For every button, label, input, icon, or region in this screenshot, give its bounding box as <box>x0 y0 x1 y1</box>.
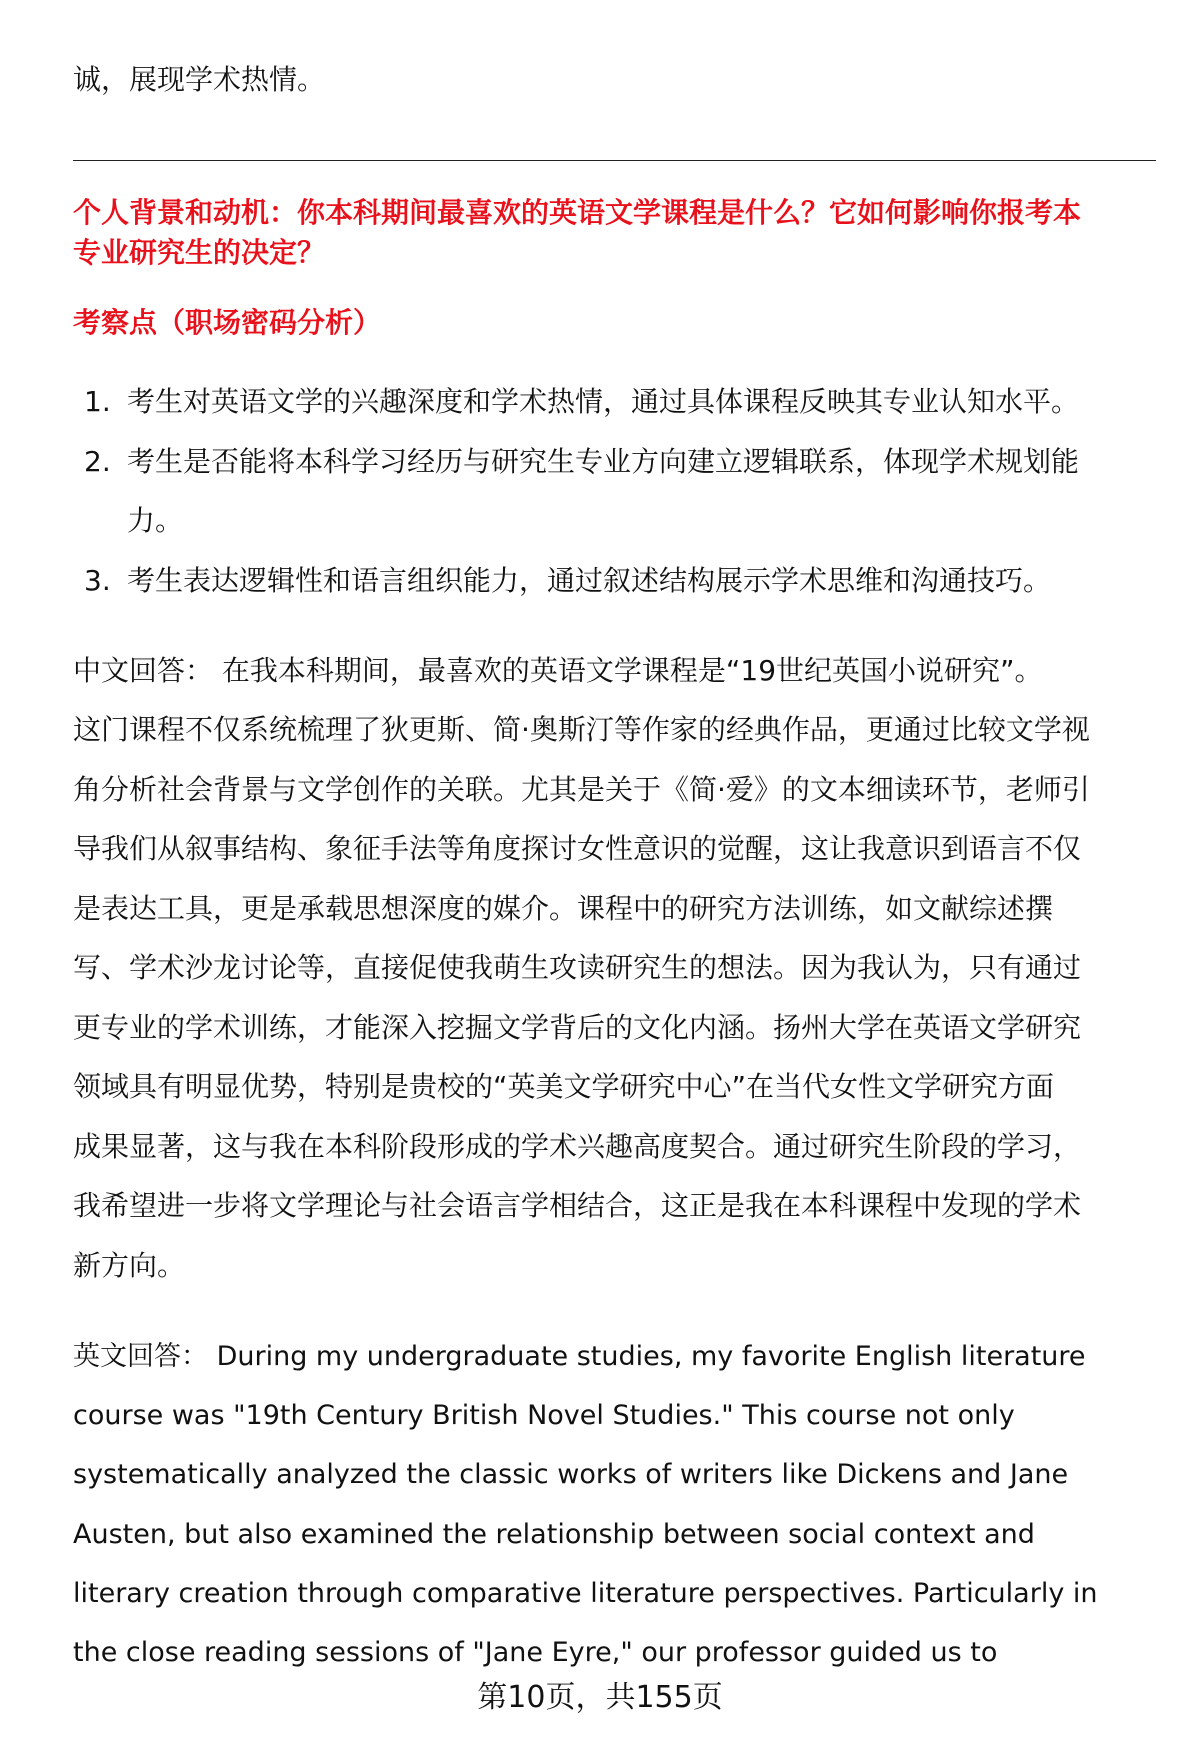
answer-line: Austen, but also examined the relationship between social context and <box>73 1519 1035 1550</box>
question-line: 个人背景和动机：你本科期间最喜欢的英语文学课程是什么？它如何影响你报考本 <box>73 196 1082 229</box>
answer-line: 中文回答： 在我本科期间，最喜欢的英语文学课程是“19世纪英国小说研究”。 <box>73 654 1043 687</box>
list-number: 2. <box>84 445 111 478</box>
points-title: 考察点（职场密码分析） <box>73 306 382 339</box>
answer-line: 写、学术沙龙讨论等，直接促使我萌生攻读研究生的想法。因为我认为，只有通过 <box>73 951 1082 984</box>
answer-line: 新方向。 <box>73 1249 186 1282</box>
answer-line: literary creation through comparative literature perspectives. Particularly in <box>73 1578 1098 1609</box>
answer-line: systematically analyzed the classic works of writers like Dickens and Jane <box>73 1459 1069 1490</box>
list-item: 力。 <box>127 504 184 537</box>
answer-line: 这门课程不仅系统梳理了狄更斯、简·奥斯汀等作家的经典作品，更通过比较文学视 <box>73 713 1090 746</box>
answer-line: 领域具有明显优势，特别是贵校的“英美文学研究中心”在当代女性文学研究方面 <box>73 1070 1055 1103</box>
answer-line: course was "19th Century British Novel Studies." This course not only <box>73 1400 1015 1431</box>
answer-line: 更专业的学术训练，才能深入挖掘文学背后的文化内涵。扬州大学在英语文学研究 <box>73 1011 1082 1044</box>
answer-line: 英文回答： During my undergraduate studies, my favorite English literature <box>73 1341 1086 1372</box>
answer-line: 是表达工具，更是承载思想深度的媒介。课程中的研究方法训练，如文献综述撰 <box>73 892 1054 925</box>
list-item: 考生对英语文学的兴趣深度和学术热情，通过具体课程反映其专业认知水平。 <box>127 385 1080 418</box>
answer-line: 我希望进一步将文学理论与社会语言学相结合，这正是我在本科课程中发现的学术 <box>73 1189 1082 1222</box>
section-divider <box>73 160 1156 161</box>
list-number: 3. <box>84 564 111 597</box>
answer-line: 导我们从叙事结构、象征手法等角度探讨女性意识的觉醒，这让我意识到语言不仅 <box>73 832 1082 865</box>
list-item: 考生表达逻辑性和语言组织能力，通过叙述结构展示学术思维和沟通技巧。 <box>127 564 1052 597</box>
answer-line: 角分析社会背景与文学创作的关联。尤其是关于《简·爱》的文本细读环节，老师引 <box>73 773 1090 806</box>
previous-text-tail: 诚，展现学术热情。 <box>73 63 326 96</box>
answer-line: the close reading sessions of "Jane Eyre," our professor guided us to <box>73 1637 998 1668</box>
answer-line: 成果显著，这与我在本科阶段形成的学术兴趣高度契合。通过研究生阶段的学习， <box>73 1130 1082 1163</box>
question-line: 专业研究生的决定？ <box>73 236 326 269</box>
list-item: 考生是否能将本科学习经历与研究生专业方向建立逻辑联系，体现学术规划能 <box>127 445 1080 478</box>
list-number: 1. <box>84 385 111 418</box>
page-number: 第10页，共155页 <box>477 1680 723 1715</box>
